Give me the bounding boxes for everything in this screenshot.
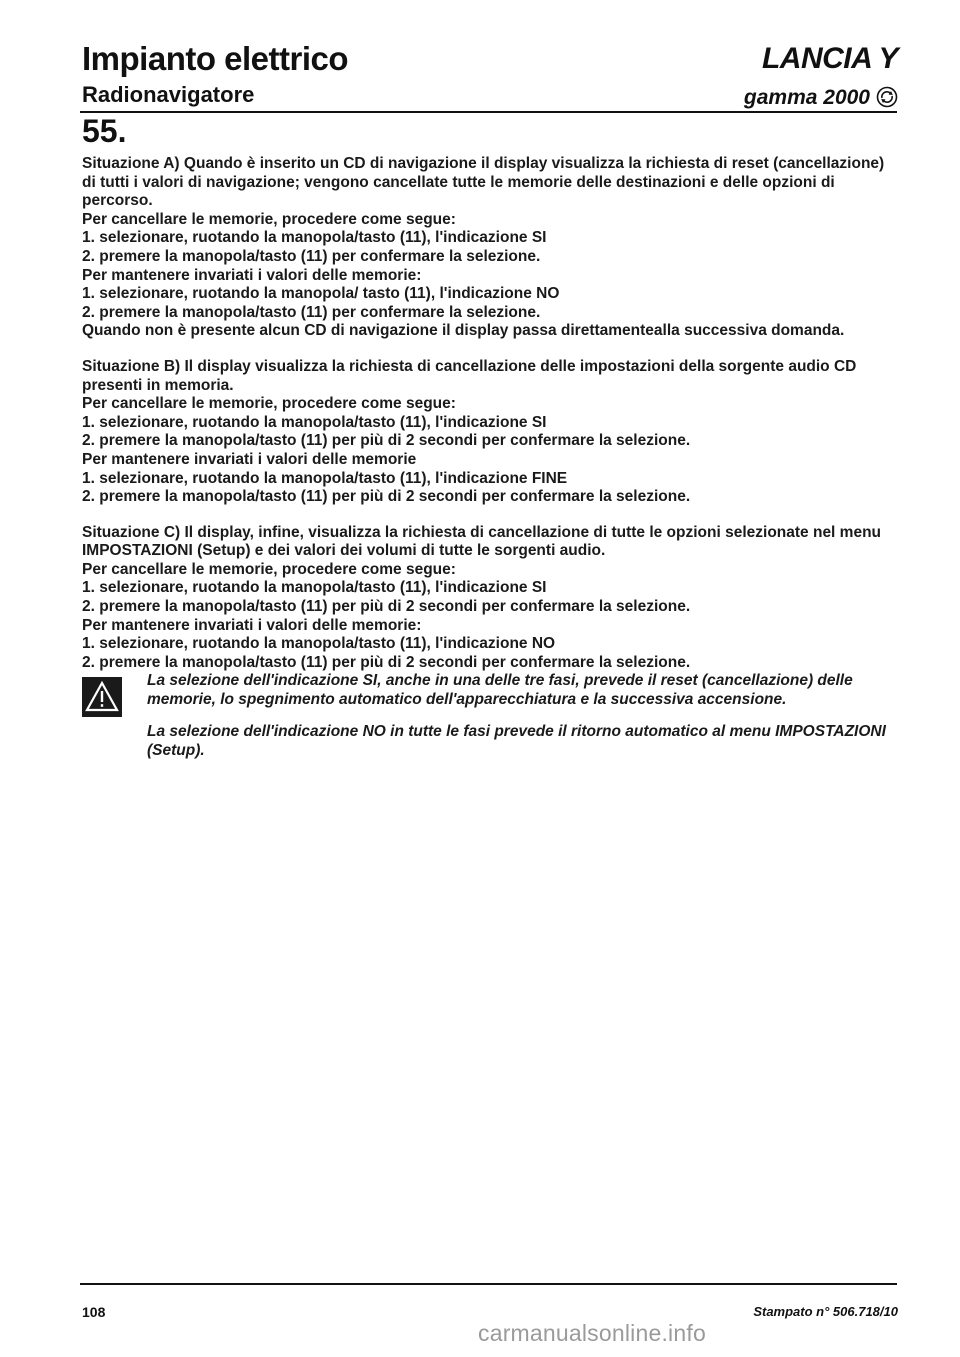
text-line: 2. premere la manopola/tasto (11) per più di 2 secondi per confermare la selezione. xyxy=(82,488,691,506)
range-label: gamma 2000 xyxy=(743,85,870,109)
page-number: 108 xyxy=(82,1304,106,1320)
situation-text: Quando è inserito un CD di navigazione il display visualizza la richiesta di reset (cancellazione) di tutti i valori di navigazione; vengono cancellate tutte le memorie delle destinazioni e delle opzioni di percorso. xyxy=(82,155,885,210)
text-line: Per cancellare le memorie, procedere come segue: xyxy=(82,560,456,578)
section-number: 55. xyxy=(82,113,127,149)
warning-text xyxy=(147,672,897,774)
text-line: 2. premere la manopola/tasto (11) per confermare la selezione. xyxy=(82,247,541,265)
text-line: 2. premere la manopola/tasto (11) per più di 2 secondi per confermare la selezione. xyxy=(82,598,691,616)
text-line: 1. selezionare, ruotando la manopola/tasto (11), l'indicazione SI xyxy=(82,413,547,431)
situation-lead: Situazione C) xyxy=(82,523,181,541)
body-text xyxy=(82,155,897,689)
situation-b-paragraph xyxy=(82,358,897,507)
print-reference: Stampato n° 506.718/10 xyxy=(753,1304,898,1319)
text-line: Per mantenere invariati i valori delle memorie: xyxy=(82,266,422,284)
text-line: 2. premere la manopola/tasto (11) per confermare la selezione. xyxy=(82,303,541,321)
footer-divider xyxy=(80,1283,897,1285)
range-label-group xyxy=(744,86,898,108)
text-line: 1. selezionare, ruotando la manopola/tasto (11), l'indicazione FINE xyxy=(82,469,568,487)
situation-lead: Situazione B) xyxy=(82,357,181,375)
text-line: Per cancellare le memorie, procedere come segue: xyxy=(82,395,456,413)
situation-text: Il display visualizza la richiesta di cancellazione delle impostazioni della sorgente audio CD presenti in memoria. xyxy=(82,357,857,394)
text-line: 2. premere la manopola/tasto (11) per più di 2 secondi per confermare la selezione. xyxy=(82,653,691,671)
circular-arrow-icon xyxy=(876,86,898,108)
text-line: Per mantenere invariati i valori delle memorie: xyxy=(82,616,422,634)
warning-triangle-icon xyxy=(82,677,122,717)
watermark: carmanualsonline.info xyxy=(478,1320,706,1346)
situation-text: Il display, infine, visualizza la richiesta di cancellazione di tutte le opzioni selezionate nel menu IMPOSTAZIONI (Setup) e dei valori dei volumi di tutte le sorgenti audio. xyxy=(82,523,882,560)
situation-c-paragraph xyxy=(82,524,897,673)
text-line: Per cancellare le memorie, procedere come segue: xyxy=(82,210,456,228)
warning-line: La selezione dell'indicazione NO in tutte le fasi prevede il ritorno automatico al menu IMPOSTAZIONI (Setup). xyxy=(147,723,886,759)
text-line: 1. selezionare, ruotando la manopola/ tasto (11), l'indicazione NO xyxy=(82,285,560,303)
page-title: Impianto elettrico xyxy=(82,40,349,77)
text-line: 1. selezionare, ruotando la manopola/tasto (11), l'indicazione SI xyxy=(82,579,547,597)
text-line: 2. premere la manopola/tasto (11) per più di 2 secondi per confermare la selezione. xyxy=(82,432,691,450)
page-subtitle: Radionavigatore xyxy=(82,82,255,107)
situation-lead: Situazione A) xyxy=(82,155,180,172)
text-line: 1. selezionare, ruotando la manopola/tasto (11), l'indicazione NO xyxy=(82,635,556,653)
brand-name: LANCIA Y xyxy=(761,42,898,75)
header-divider xyxy=(80,111,897,113)
text-line: Quando non è presente alcun CD di navigazione il display passa direttamentealla successiva domanda. xyxy=(82,322,845,340)
text-line: Per mantenere invariati i valori delle memorie xyxy=(82,450,417,468)
situation-a-paragraph xyxy=(82,155,897,341)
text-line: 1. selezionare, ruotando la manopola/tasto (11), l'indicazione SI xyxy=(82,229,547,247)
warning-line: La selezione dell'indicazione SI, anche in una delle tre fasi, prevede il reset (cancellazione) delle memorie, lo spegnimento automatico dell'apparecchiatura e la successiva accensione. xyxy=(147,672,853,708)
